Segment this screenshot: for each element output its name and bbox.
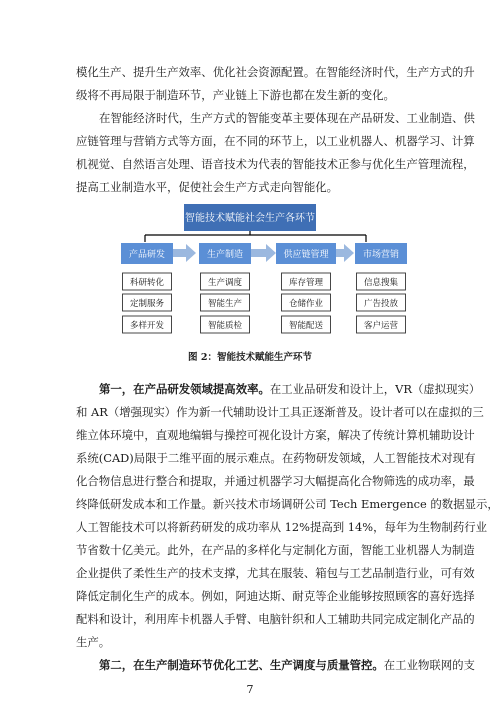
- stage-item-label: 库存管理: [288, 278, 324, 288]
- stage-item-label: 信息搜集: [363, 278, 399, 288]
- text-line: 提高工业制造水平，促使社会生产方式走向智能化。: [76, 180, 338, 194]
- text-line: 维立体环境中，直观地编辑与操控可视化设计方案，解决了传统计算机辅助设计: [76, 428, 475, 442]
- text-line: 节省数十亿美元。此外，在产品的多样化与定制化方面，智能工业机器人为制造: [76, 543, 475, 557]
- stage-item-label: 智能生产: [207, 299, 243, 309]
- text-line: 生产。: [76, 635, 111, 649]
- paragraph-lead: 第一，在产品研发领域提高效率。: [99, 382, 270, 396]
- stage-header-label: 产品研发: [128, 250, 166, 260]
- text-line: 级将不再局限于制造环节，产业链上下游也都在发生新的变化。: [76, 88, 395, 102]
- text-line: 机视觉、自然语言处理、语音技术为代表的智能技术正参与优化生产管理流程，: [76, 157, 475, 171]
- stage-item-label: 广告投放: [363, 299, 399, 309]
- stage-item-label: 生产调度: [207, 278, 243, 288]
- text-line: 应链管理与营销方式等方面，在不同的环节上，以工业机器人、机器学习、计算: [76, 134, 475, 148]
- text-line: [99, 381, 481, 397]
- arrow-right-icon: [250, 244, 276, 262]
- paragraph-text: 在工业物联网的支: [383, 658, 475, 672]
- text-line: 终降低研发成本和工作量。新兴技术市场调研公司 Tech Emergence 的数据显示，: [76, 497, 499, 511]
- stage-item-label: 科研转化: [129, 278, 165, 288]
- text-line: 人工智能技术可以将新药研发的成功率从 12%提高到 14%，每年为生物制药行业: [76, 520, 487, 534]
- text-line: 配料和设计，利用库卡机器人手臂、电脑针织和人工辅助共同完成定制化产品的: [76, 612, 475, 626]
- text-line: 模化生产、提升生产效率、优化社会资源配置。在智能经济时代，生产方式的升: [76, 65, 475, 79]
- text-line: 降低定制化生产的成本。例如，阿迪达斯、耐克等企业能够按照顾客的喜好选择: [76, 589, 475, 603]
- text-line: 和 AR（增强现实）作为新一代辅助设计工具正逐渐普及。设计者可以在虚拟的三: [76, 405, 484, 419]
- text-line: 化合物信息进行整合和提取，并通过机器学习大幅提高化合物筛选的成功率，最: [76, 474, 475, 488]
- page-number: 7: [246, 683, 254, 696]
- stage-item-label: 客户运营: [363, 321, 399, 331]
- stage-header-label: 市场营销: [362, 250, 400, 260]
- diagram-title: 智能技术赋能社会生产各环节: [185, 213, 315, 224]
- text-line: 企业提供了柔性生产的技术支撑，尤其在服装、箱包与工艺品制造行业，可有效: [76, 566, 475, 580]
- stage-item-label: 多样开发: [129, 321, 165, 331]
- stage-item-label: 仓储作业: [288, 299, 324, 309]
- stage-header-label: 生产制造: [206, 250, 244, 260]
- stage-item-label: 定制服务: [129, 299, 165, 309]
- stage-header-label: 供应链管理: [283, 250, 329, 260]
- stage-item-label: 智能质检: [207, 321, 243, 331]
- text-line: 系统(CAD)局限于二维平面的展示难点。在药物研发领域，人工智能技术对现有: [76, 451, 476, 465]
- arrow-right-icon: [171, 244, 196, 262]
- figure-caption: 图 2：智能技术赋能生产环节: [188, 352, 312, 363]
- text-line: [99, 657, 475, 673]
- paragraph-lead: 第二，在生产制造环节优化工艺、生产调度与质量管控。: [99, 658, 384, 672]
- stage-item-label: 智能配送: [288, 321, 324, 331]
- text-line: 在智能经济时代，生产方式的智能变革主要体现在产品研发、工业制造、供: [99, 111, 475, 125]
- paragraph-text: 在工业品研发和设计上，VR（虚拟现实）: [269, 382, 481, 396]
